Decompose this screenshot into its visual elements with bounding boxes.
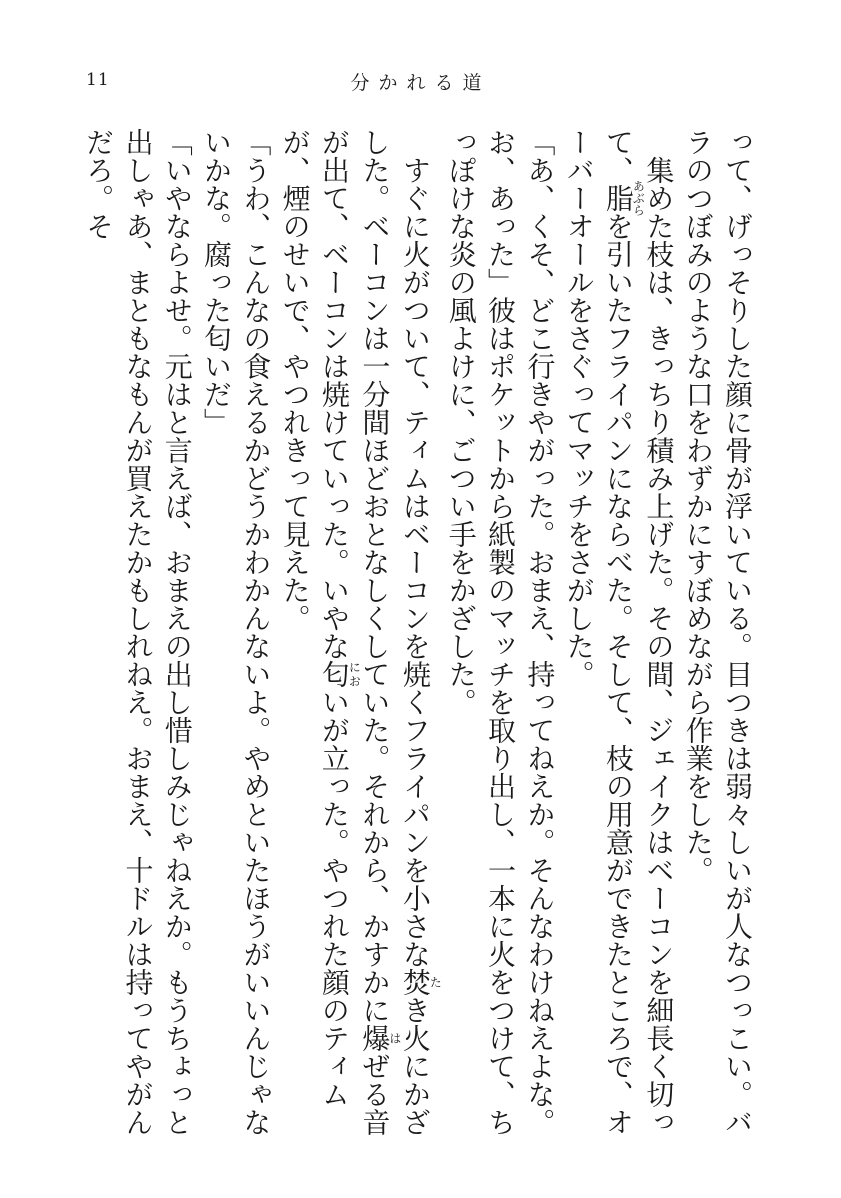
page-number: 11: [86, 70, 110, 90]
ruby-ta: 焚た: [398, 968, 443, 996]
chapter-title: 分かれる道: [350, 72, 491, 94]
paragraph-3: 「あ、くそ、どこ行きやがった。おまえ、持ってねえか。そんなわけねえよな。お、あった」彼はポケットから紙製のマッチを取り出し、一本に火をつけて、ちっぽけな炎の風よけに、ごつい手をかざした。: [444, 128, 557, 1136]
body-text: [82, 128, 757, 1138]
ruby-nio: 匂にお: [317, 660, 362, 688]
paragraph-1: って、げっそりした顔に骨が浮いている。目つきは弱々しいが人なつっこい。バラのつぼみのような口をわずかにすぼめながら作業をした。: [681, 128, 754, 1136]
paragraph-6: 「いやならよせ。元はと言えば、おまえの出し惜しみじゃねえか。もうちょっと出しゃあ、まともなもんが買えたかもしれねえ。おまえ、十ドルは持ってやがんだろ。そ: [82, 128, 194, 1136]
paragraph-2-part-1: 集めた枝は、きっちり積み上げた。その間、ジェイクはベーコンを細長く切って、: [601, 128, 676, 1136]
ruby-abura: 脂あぶら: [601, 180, 646, 216]
paragraph-4-part-1: すぐに火がついて、ティムはベーコンを焼くフライパンを小さな: [398, 156, 432, 968]
paragraph-2-part-2: を引いたフライパンにならべた。そして、枝の用意ができたところで、オーバーオールをさぐってマッチをさがした。: [562, 128, 635, 1136]
paragraph-4-part-4: いが立った。やつれた顔のティムが、煙のせいで、やつれきって見えた。: [278, 128, 351, 1108]
paragraph-4: [275, 128, 441, 1138]
paragraph-4-part-2: き火にかざした。ベーコンは一分間ほどおとなしくしていた。それから、かすかに: [358, 128, 432, 1136]
ruby-ha: 爆は: [358, 1024, 402, 1052]
paragraph-2: [559, 128, 678, 1138]
paragraph-5: 「うわ、こんなの食えるかどうかわかんないよ。やめといたほうがいいんじゃないかな。腐った匂いだ」: [200, 128, 273, 1136]
paragraph-4-part-3: ぜる音が出て、ベーコンは焼けていった。いやな: [317, 128, 392, 1136]
